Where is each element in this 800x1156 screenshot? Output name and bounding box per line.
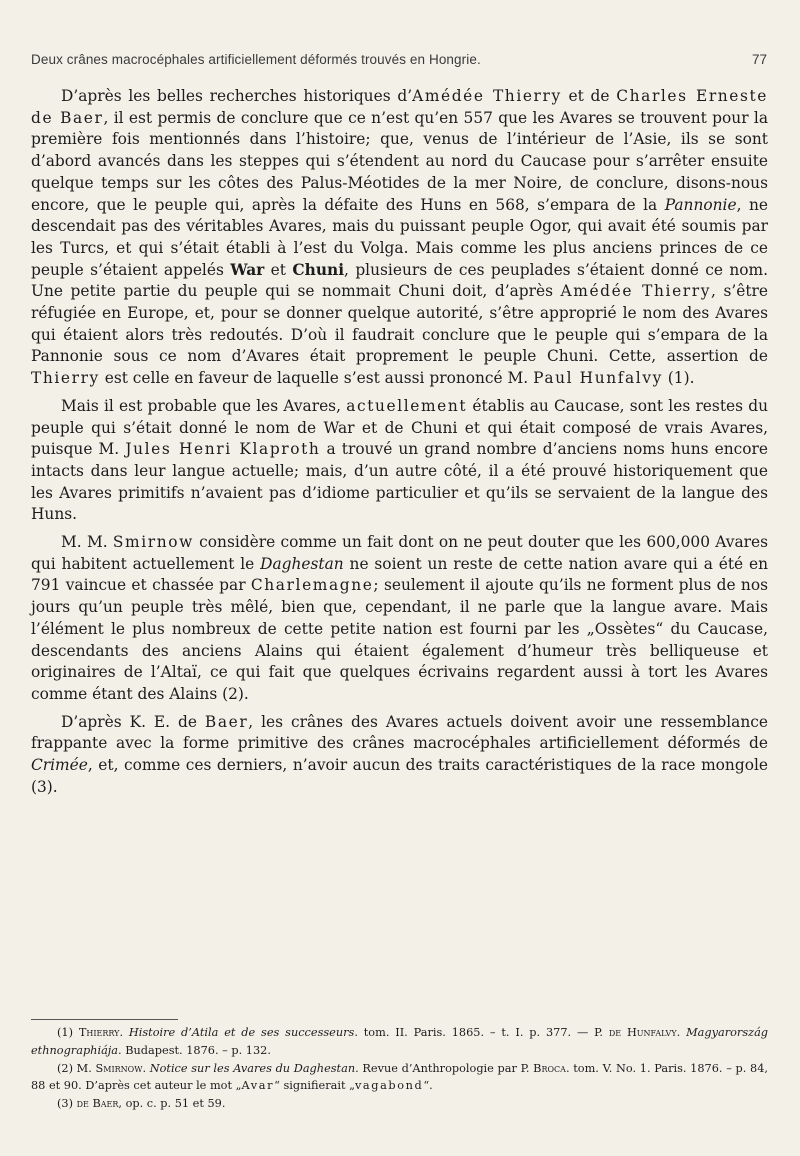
text-run: et xyxy=(264,260,293,279)
footnote xyxy=(31,1024,768,1060)
text-run: (2) M. xyxy=(57,1061,96,1075)
text-run: Amédée Thierry xyxy=(560,282,711,301)
paragraph xyxy=(31,396,768,526)
text-run: de Baer xyxy=(76,1097,119,1111)
text-run: , op. c. p. 51 et 59. xyxy=(118,1097,226,1111)
text-run: Notice sur les Avares du Daghestan xyxy=(149,1061,356,1075)
text-run: (3) xyxy=(57,1097,77,1111)
text-run: Pannonie xyxy=(664,195,737,214)
text-run: Paul Hunfalvy xyxy=(533,369,663,388)
text-run: Thierry xyxy=(78,1026,120,1039)
text-run: M. M. xyxy=(61,533,113,552)
paragraph xyxy=(31,532,768,706)
footnotes xyxy=(31,1024,768,1113)
text-run: actuellement xyxy=(346,396,468,415)
text-run: . tom. II. Paris. 1865. – t. I. p. 377. — P. xyxy=(354,1026,609,1039)
text-run: , s’être réfugiée en Europe, et, pour se donner quelque autorité, s’être approprié le nom des Avares qui étaient alors très redoutés. D’où il faudrait conclure que le peuple qui s’empara de la Pannonie sous ce nom d’Avares était proprement le peuple Chuni. Cette, assertion de xyxy=(31,282,768,366)
text-run: Histoire d’Atila et de ses successeurs xyxy=(128,1026,355,1039)
running-header xyxy=(0,48,800,70)
text-run: Mais il est probable que les Avares, xyxy=(61,396,347,415)
paragraph xyxy=(31,712,768,799)
text-run: Baer xyxy=(204,712,249,731)
text-run: Smirnow xyxy=(112,533,194,552)
paragraph xyxy=(31,86,768,390)
text-run: établis au Caucase, sont les restes du peuple qui s’était donné le nom de War et de Chuni et qui était composé de vrais Avares, puisque M. xyxy=(31,396,769,459)
text-run: (1). xyxy=(662,369,695,388)
text-run: Magyarország ethnographiája xyxy=(31,1026,769,1057)
text-run: ; seulement il ajoute qu’ils ne forment plus de nos jours qu’un peuple très mêlé, bien que, cependant, il ne parle que la langue avare. Mais l’élément le plus nombreux de cette petite nation est fourni par les „Ossètes“ du Caucase, descendants des anciens Alains qui étaient également d’humeur très belliqueuse et originaires de l’Altaï, ce qui fait que quelques écrivains regardent aussi à tort les Avares comme étant des Alains (2). xyxy=(31,576,768,703)
text-run: a trouvé un grand nombre d’anciens noms huns encore intacts dans leur langue actuelle; mais, d’un autre côté, il a été prouvé historiquement que les Avares primitifs n’avaient pas d’idiome particulier et qu’ils se servaient de la langue des Huns. xyxy=(31,440,768,524)
text-run: , et, comme ces derniers, n’avoir aucun des traits caractéristiques de la race mongole (3). xyxy=(31,756,768,796)
text-run: Chuni xyxy=(292,260,345,279)
text-run: “. xyxy=(423,1079,433,1093)
main-text xyxy=(31,86,768,805)
text-run: , ne descendait pas des véritables Avares, mais du puissant peuple Ogor, qui avait été soumis par les Turcs, et qui s’était établi à l’est du Volga. Mais comme les plus anciens princes de ce peuple s’étaient appelés xyxy=(31,195,768,279)
text-run: Charlemagne xyxy=(250,576,374,595)
text-run: Charles Erneste de Baer xyxy=(31,87,768,127)
text-run: D’après les belles recherches historiques d’ xyxy=(61,87,413,105)
text-run: de Hunfalvy xyxy=(608,1026,677,1039)
text-run: et de xyxy=(561,87,617,105)
text-run: , les crânes des Avares actuels doivent avoir une ressemblance frappante avec la forme primitive des crânes macrocéphales artificiellement déformés de xyxy=(31,712,769,753)
footnote xyxy=(31,1095,768,1113)
running-title: Deux crânes macrocéphales artificiellement déformés trouvés en Hongrie. xyxy=(31,52,481,67)
text-run: , il est permis de conclure que ce n’est qu’en 557 que les Avares se trouvent pour la première fois mentionnés dans l’histoire; que, venus de l’intérieur de l’Asie, ils se sont d’abord avancés dans les steppes qui s’étendent au nord du Caucase pour s’arrêter ensuite quelque temps sur les côtes des Palus-Méotides de la mer Noire, de conclure, disons-nous encore, que le peuple qui, après la défaite des Huns en 568, s’empara de la xyxy=(31,108,768,214)
text-run: Daghestan xyxy=(260,554,344,573)
text-run: Avar xyxy=(241,1079,275,1093)
text-run: Thierry xyxy=(31,369,100,388)
footnote xyxy=(31,1060,768,1096)
footnote-separator xyxy=(31,1019,178,1020)
text-run: Broca xyxy=(533,1061,566,1075)
text-run: est celle en faveur de laquelle s’est aussi prononcé M. xyxy=(99,369,534,388)
text-run: Jules Henri Klaproth xyxy=(125,440,321,459)
text-run: D’après K. E. de xyxy=(61,712,205,731)
text-run: Crimée xyxy=(31,756,88,775)
text-run: War xyxy=(230,260,265,279)
text-run: . xyxy=(676,1026,687,1039)
text-run: ne soient un reste de cette nation avare qui a été en 791 vaincue et chassée par xyxy=(31,554,768,595)
page-number: 77 xyxy=(751,52,767,67)
text-run: . Budapest. 1876. – p. 132. xyxy=(118,1043,271,1057)
text-run: . Revue d’Anthropologie par P. xyxy=(355,1061,534,1075)
text-run: “ signifierait „ xyxy=(274,1079,355,1093)
text-run: . xyxy=(119,1026,129,1039)
text-run: , plusieurs de ces peuplades s’étaient donné ce nom. Une petite partie du peuple qui se nommait Chuni doit, d’après xyxy=(31,260,768,301)
text-run: . tom. V. No. 1. Paris. 1876. – p. 84, 88 et 90. D’après cet auteur le mot „ xyxy=(31,1061,768,1093)
text-run: (1) xyxy=(57,1026,79,1039)
text-run: Amédée Thierry xyxy=(412,87,562,105)
text-run: considère comme un fait dont on ne peut douter que les 600,000 Avares qui habitent actuellement le xyxy=(31,533,768,573)
text-run: vagabond xyxy=(354,1079,424,1093)
text-run: Smirnow xyxy=(95,1061,143,1075)
text-run: . xyxy=(142,1061,150,1075)
